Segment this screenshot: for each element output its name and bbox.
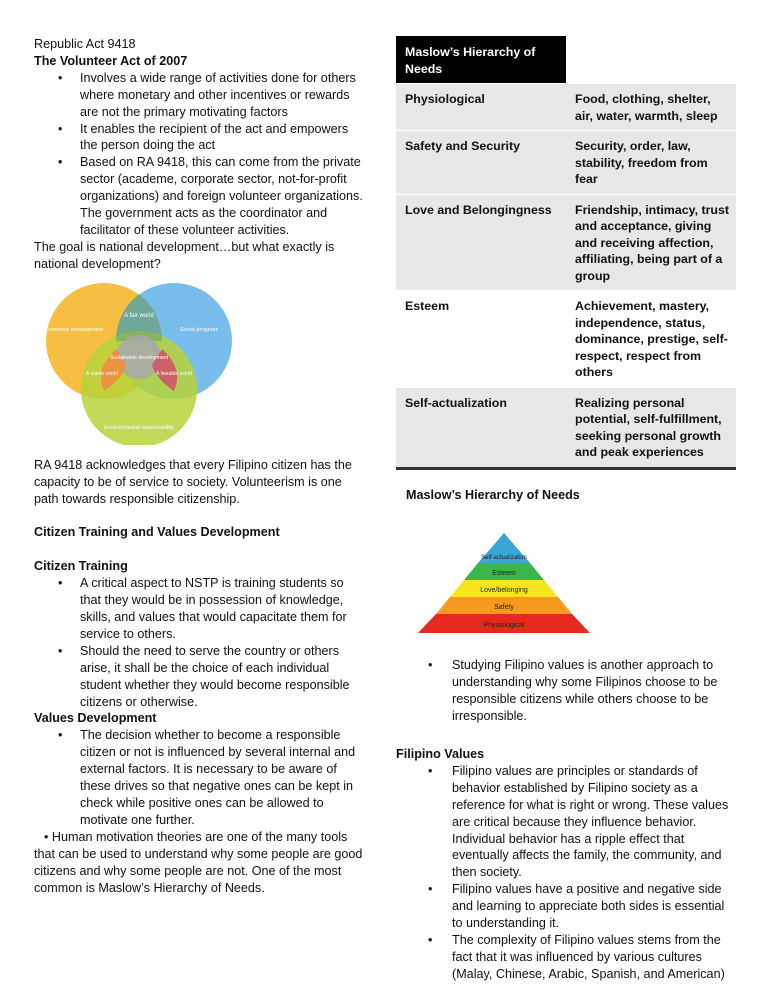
table-row xyxy=(396,194,736,291)
motivation-paragraph: • Human motivation theories are one of the many tools that can be used to understand why some people are good citizens and why some people are not. One of the most common is Maslow’s Hierarchy of Needs. xyxy=(34,829,363,895)
table-row xyxy=(396,131,736,195)
studying-list xyxy=(396,657,734,725)
citizen-training-bullet: • Should the need to serve the country or others arise, it shall be the choice of each individual student whether they would become responsible citizens or otherwise. xyxy=(34,643,364,711)
venn-social-label: Social progress xyxy=(179,326,219,333)
ctvd-heading: Citizen Training and Values Development xyxy=(34,525,280,540)
studying-bullet: • Studying Filipino values is another approach to understanding why some Filipinos choose to be responsible citizens while others choose to be irresponsible. xyxy=(396,657,734,725)
table-row xyxy=(396,84,736,131)
values-list xyxy=(34,727,364,828)
sustainability-venn-diagram xyxy=(34,279,234,445)
need-description: Friendship, intimacy, trust and acceptance, giving and receiving affection, affiliating, being part of a group xyxy=(566,194,736,291)
maslow-table-header xyxy=(396,36,736,84)
maslow-table-header-empty xyxy=(566,36,736,84)
filipino-values-list xyxy=(396,763,734,983)
citizen-training-heading: Citizen Training xyxy=(34,559,128,574)
act-bullet-list xyxy=(34,70,364,239)
left-column xyxy=(34,36,364,896)
filipino-values-bullet: • Filipino values have a positive and negative side and learning to appreciate both sides is essential to understanding it. xyxy=(396,881,734,932)
act-bullet: • It enables the recipient of the act and empowers the person doing the act xyxy=(34,121,364,155)
pyramid-heading: Maslow’s Hierarchy of Needs xyxy=(406,487,580,502)
right-column xyxy=(396,36,734,983)
ra-paragraph: RA 9418 acknowledges that every Filipino citizen has the capacity to be of service to society. Volunteerism is one path towards responsible citizenship. xyxy=(34,457,352,506)
citizen-training-bullet: • A critical aspect to NSTP is training students so that they would be in possession of knowledge, skills, and values that would capacitate them for service to others. xyxy=(34,575,364,643)
maslow-table xyxy=(396,36,736,470)
filipino-values-heading: Filipino Values xyxy=(396,747,485,762)
act-bullet: • Involves a wide range of activities done for others where monetary and other incentives or rewards are not the primary motivating factors xyxy=(34,70,364,121)
pyramid-label-safety: Safety xyxy=(494,604,514,612)
maslow-pyramid xyxy=(400,533,610,657)
values-bullet: • The decision whether to become a responsible citizen or not is influenced by several internal and external factors. It is necessary to be aware of these drives so that negative ones can be kept in check while positive ones can be allowed to motivate one further. xyxy=(34,727,364,828)
need-description: Food, clothing, shelter, air, water, warmth, sleep xyxy=(566,84,736,131)
need-level: Self-actualization xyxy=(396,387,566,468)
need-description: Security, order, law, stability, freedom from fear xyxy=(566,131,736,195)
venn-viable-label: A viable world xyxy=(85,370,119,377)
pyramid-label-self-actualization: Self-actualization xyxy=(481,555,527,562)
pyramid-label-esteem: Esteem xyxy=(492,570,516,578)
act-title: The Volunteer Act of 2007 xyxy=(34,53,188,68)
need-level: Safety and Security xyxy=(396,131,566,195)
goal-text: The goal is national development…but what exactly is national development? xyxy=(34,239,335,271)
venn-center-label: Sustainable development xyxy=(109,354,169,361)
citizen-training-list xyxy=(34,575,364,710)
need-level: Physiological xyxy=(396,84,566,131)
ra-number: Republic Act 9418 xyxy=(34,37,136,51)
venn-fair-label: A fair world xyxy=(124,312,154,319)
pyramid-label-love-belonging: Love/belonging xyxy=(480,587,528,595)
venn-economic-label: Economic development xyxy=(44,326,104,333)
need-level: Love and Belongingness xyxy=(396,194,566,291)
need-description: Realizing personal potential, self-fulfillment, seeking personal growth and peak experiences xyxy=(566,387,736,468)
table-row xyxy=(396,291,736,388)
filipino-values-bullet: • The complexity of Filipino values stems from the fact that it was influenced by various cultures (Malay, Chinese, Arabic, Spanish, and American) xyxy=(396,932,734,983)
values-heading: Values Development xyxy=(34,711,157,726)
need-description: Achievement, mastery, independence, status, dominance, prestige, self-respect, respect from others xyxy=(566,291,736,388)
act-bullet: • Based on RA 9418, this can come from the private sector (academe, corporate sector, not-for-profit organizations) and foreign volunteer organizations. The government acts as the coordinator and facilitator of these volunteer activities. xyxy=(34,154,364,239)
filipino-values-bullet: • Filipino values are principles or standards of behavior established by Filipino society as a reference for what is right or wrong. These values are critical because they influence behavior. Individual behavior has a ripple effect that eventually affects the family, the community, and then society. xyxy=(396,763,734,881)
venn-liveable-label: A liveable world xyxy=(155,370,193,377)
table-row xyxy=(396,387,736,468)
maslow-table-header-cell: Maslow’s Hierarchy of Needs xyxy=(396,36,566,84)
need-level: Esteem xyxy=(396,291,566,388)
venn-environmental-label: Environmental responsibility xyxy=(104,424,174,431)
pyramid-label-physiological: Physiological xyxy=(483,622,525,630)
